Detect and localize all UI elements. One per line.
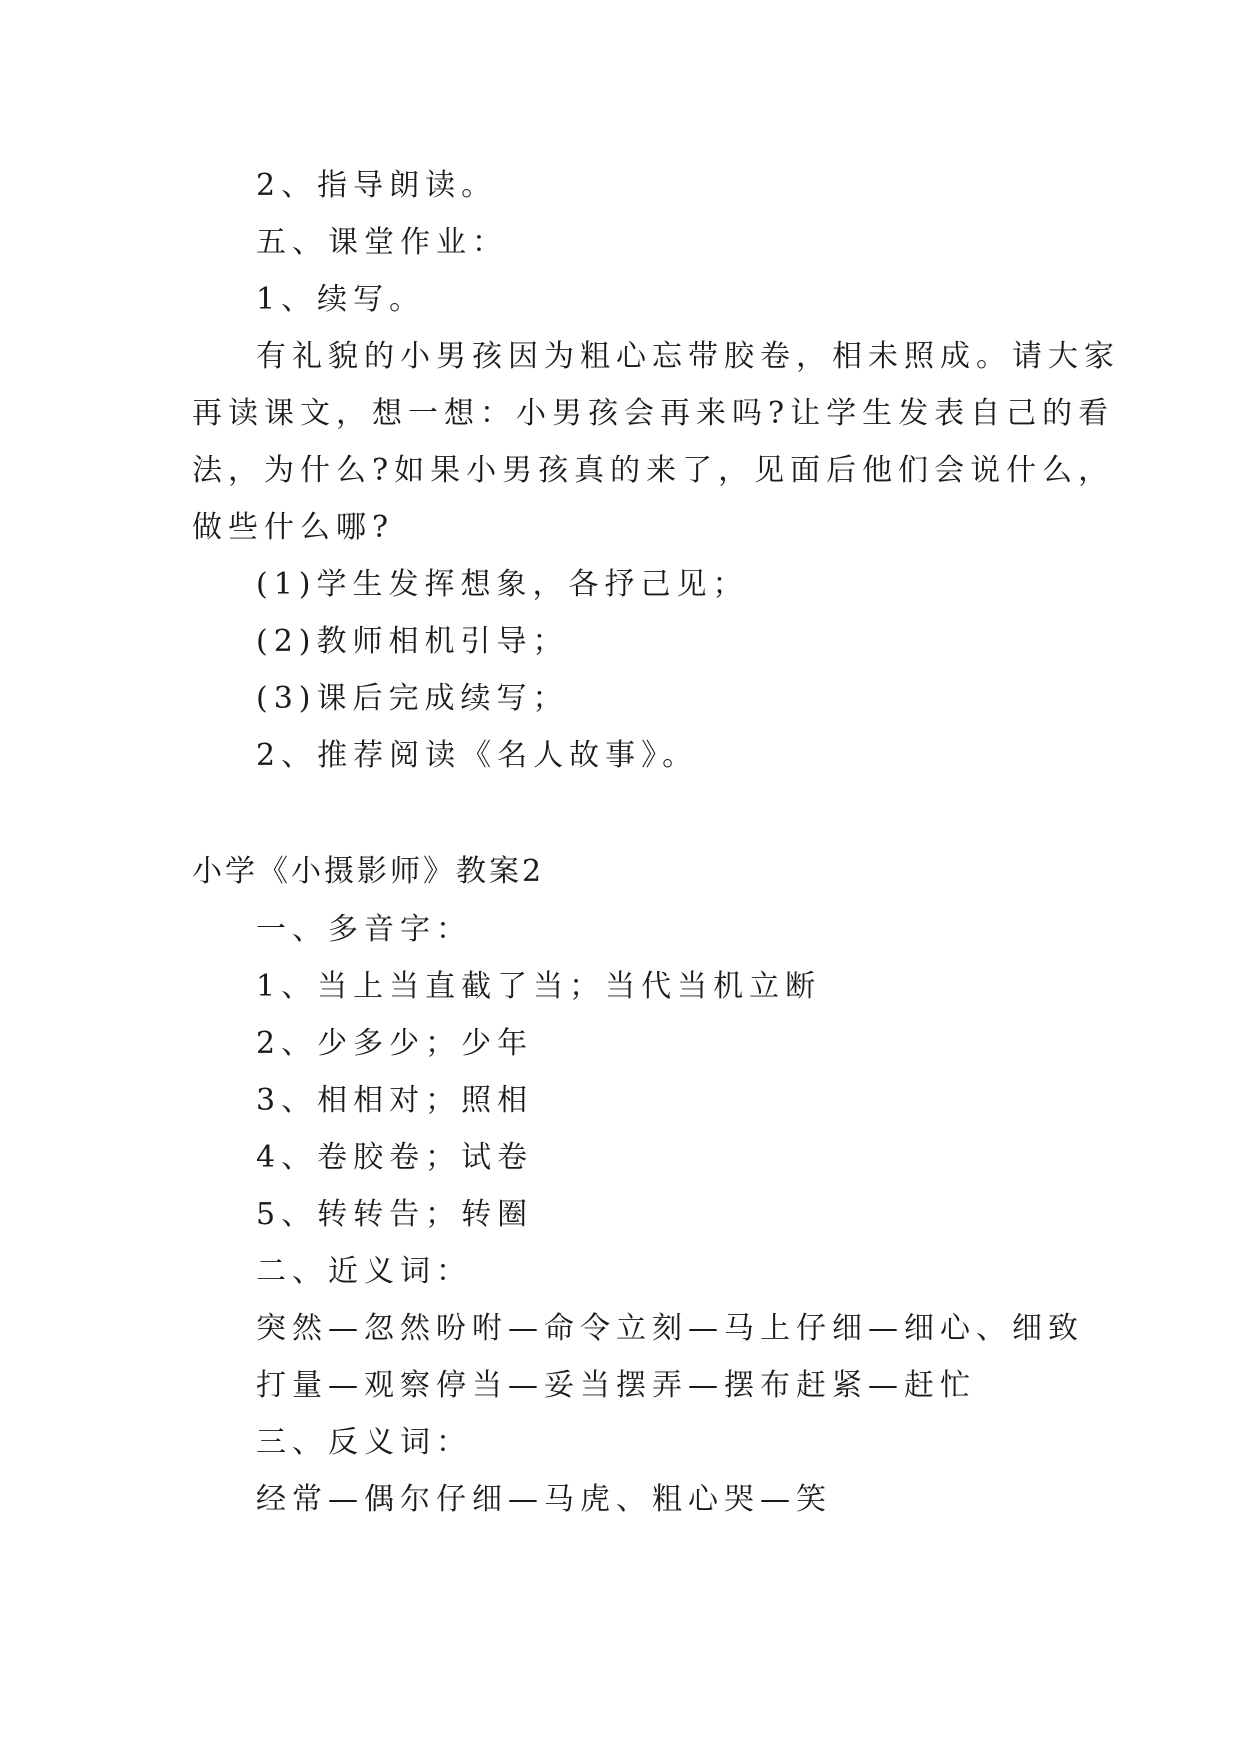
list-item: 2、指导朗读。 bbox=[256, 168, 498, 203]
list-item: 2、推荐阅读《名人故事》。 bbox=[256, 738, 699, 773]
list-item: 经常—偶尔仔细—马虎、粗心哭—笑 bbox=[256, 1482, 832, 1517]
list-item: (2)教师相机引导； bbox=[256, 624, 569, 659]
paragraph-line: 有礼貌的小男孩因为粗心忘带胶卷，相未照成。请大家 bbox=[256, 339, 1120, 374]
list-item: 打量—观察停当—妥当摆弄—摆布赶紧—赶忙 bbox=[256, 1368, 976, 1403]
list-item: 突然—忽然吩咐—命令立刻—马上仔细—细心、细致 bbox=[256, 1311, 1084, 1346]
list-item: 3、相相对；照相 bbox=[256, 1083, 534, 1118]
list-item: 1、续写。 bbox=[256, 282, 426, 317]
document-title: 小学《小摄影师》教案2 bbox=[192, 854, 545, 889]
paragraph-line: 法，为什么?如果小男孩真的来了，见面后他们会说什么， bbox=[192, 453, 1115, 488]
section-heading: 三、反义词： bbox=[256, 1425, 472, 1460]
list-item: (3)课后完成续写； bbox=[256, 681, 569, 716]
section-heading: 五、课堂作业： bbox=[256, 225, 508, 260]
list-item: 2、少多少；少年 bbox=[256, 1026, 534, 1061]
list-item: 4、卷胶卷；试卷 bbox=[256, 1140, 534, 1175]
paragraph-line: 做些什么哪? bbox=[192, 510, 395, 545]
paragraph-line: 再读课文，想一想：小男孩会再来吗?让学生发表自己的看 bbox=[192, 396, 1115, 431]
list-item: (1)学生发挥想象，各抒己见； bbox=[256, 567, 749, 602]
section-heading: 二、近义词： bbox=[256, 1254, 472, 1289]
list-item: 1、当上当直截了当；当代当机立断 bbox=[256, 969, 822, 1004]
section-heading: 一、多音字： bbox=[256, 912, 472, 947]
list-item: 5、转转告；转圈 bbox=[256, 1197, 534, 1232]
